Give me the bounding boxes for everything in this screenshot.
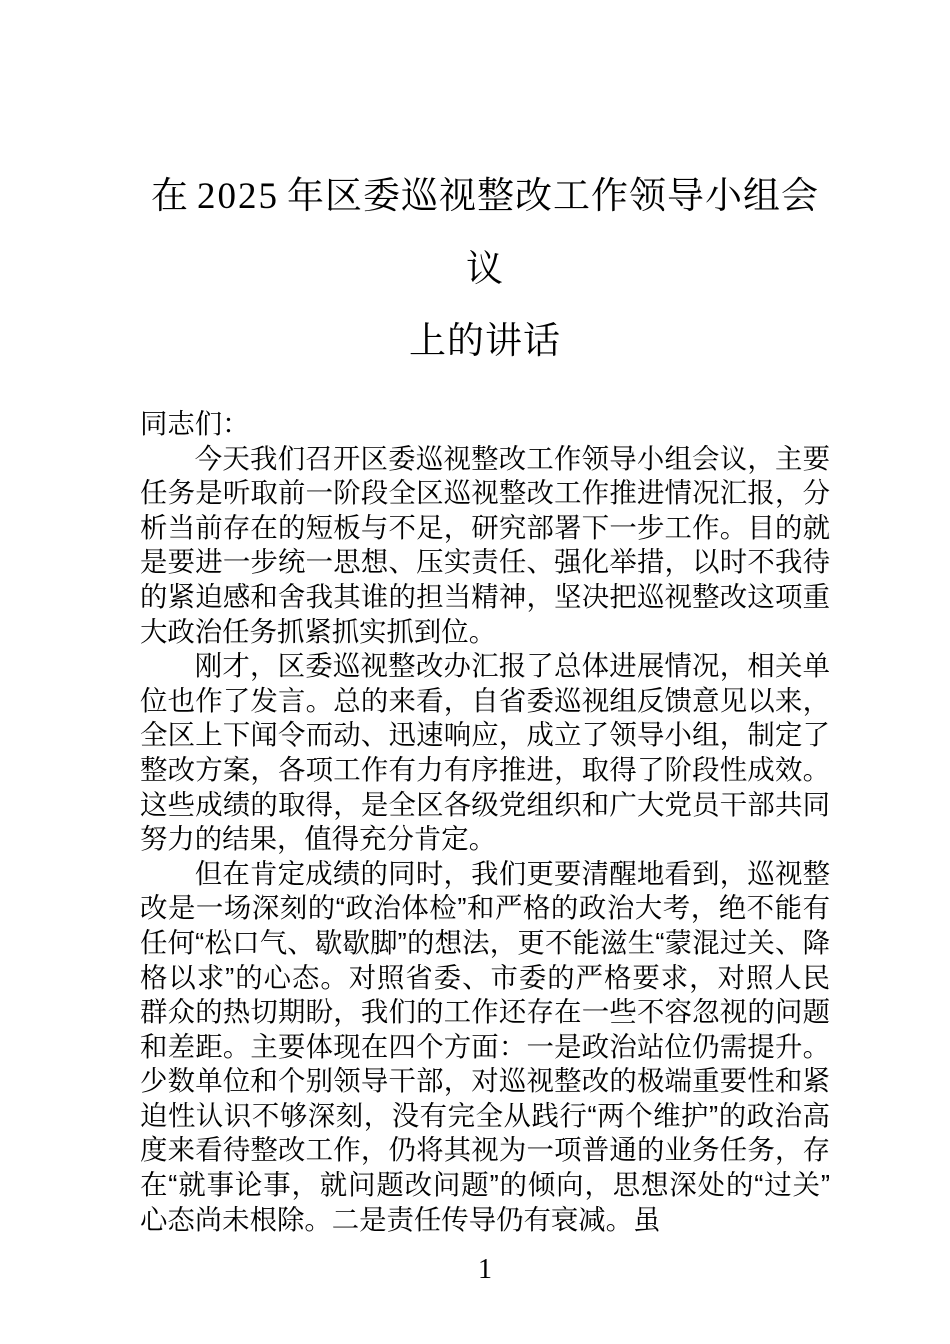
salutation: 同志们： — [140, 408, 250, 439]
title-year: 2025 — [197, 176, 279, 217]
title-line-1 — [140, 160, 830, 305]
paragraph: 但在肯定成绩的同时，我们更要清醒地看到，巡视整改是一场深刻的“政治体检”和严格的政治大考，绝不能有任何“松口气、歇歇脚”的想法，更不能滋生“蒙混过关、降格以求”的心态。对照省委、市委的严格要求，对照人民群众的热切期盼，我们的工作还存在一些不容忽视的问题和差距。主要体现在四个方面：一是政治站位仍需提升。少数单位和个别领导干部，对巡视整改的极端重要性和紧迫性认识不够深刻，没有完全从践行“两个维护”的政治高度来看待整改工作，仍将其视为一项普通的业务任务，存在“就事论事，就问题改问题”的倾向，思想深处的“过关”心态尚未根除。二是责任传导仍有衰减。虽 — [140, 857, 830, 1235]
paragraphs — [140, 442, 830, 1238]
page-footer — [140, 1254, 830, 1286]
title-line-1-post: 年区委巡视整改工作领导小组会议 — [287, 175, 819, 289]
paragraph: 今天我们召开区委巡视整改工作领导小组会议，主要任务是听取前一阶段全区巡视整改工作推进情况汇报，分析当前存在的短板与不足，研究部署下一步工作。目的就是要进一步统一思想、压实责任、强化举措，以时不我待的紧迫感和舍我其谁的担当精神，坚决把巡视整改这项重大政治任务抓紧抓实抓到位。 — [140, 442, 830, 647]
document-title — [140, 160, 830, 377]
title-line-1-pre: 在 — [151, 175, 189, 216]
paragraph: 刚才，区委巡视整改办汇报了总体进展情况，相关单位也作了发言。总的来看，自省委巡视组反馈意见以来，全区上下闻令而动、迅速响应，成立了领导小组，制定了整改方案，各项工作有力有序推进，取得了阶段性成效。这些成绩的取得，是全区各级党组织和广大党员干部共同努力的结果，值得充分肯定。 — [140, 650, 830, 855]
title-line-2: 上的讲话 — [409, 320, 561, 361]
document-body — [140, 407, 830, 1237]
page-number: 1 — [478, 1254, 492, 1286]
